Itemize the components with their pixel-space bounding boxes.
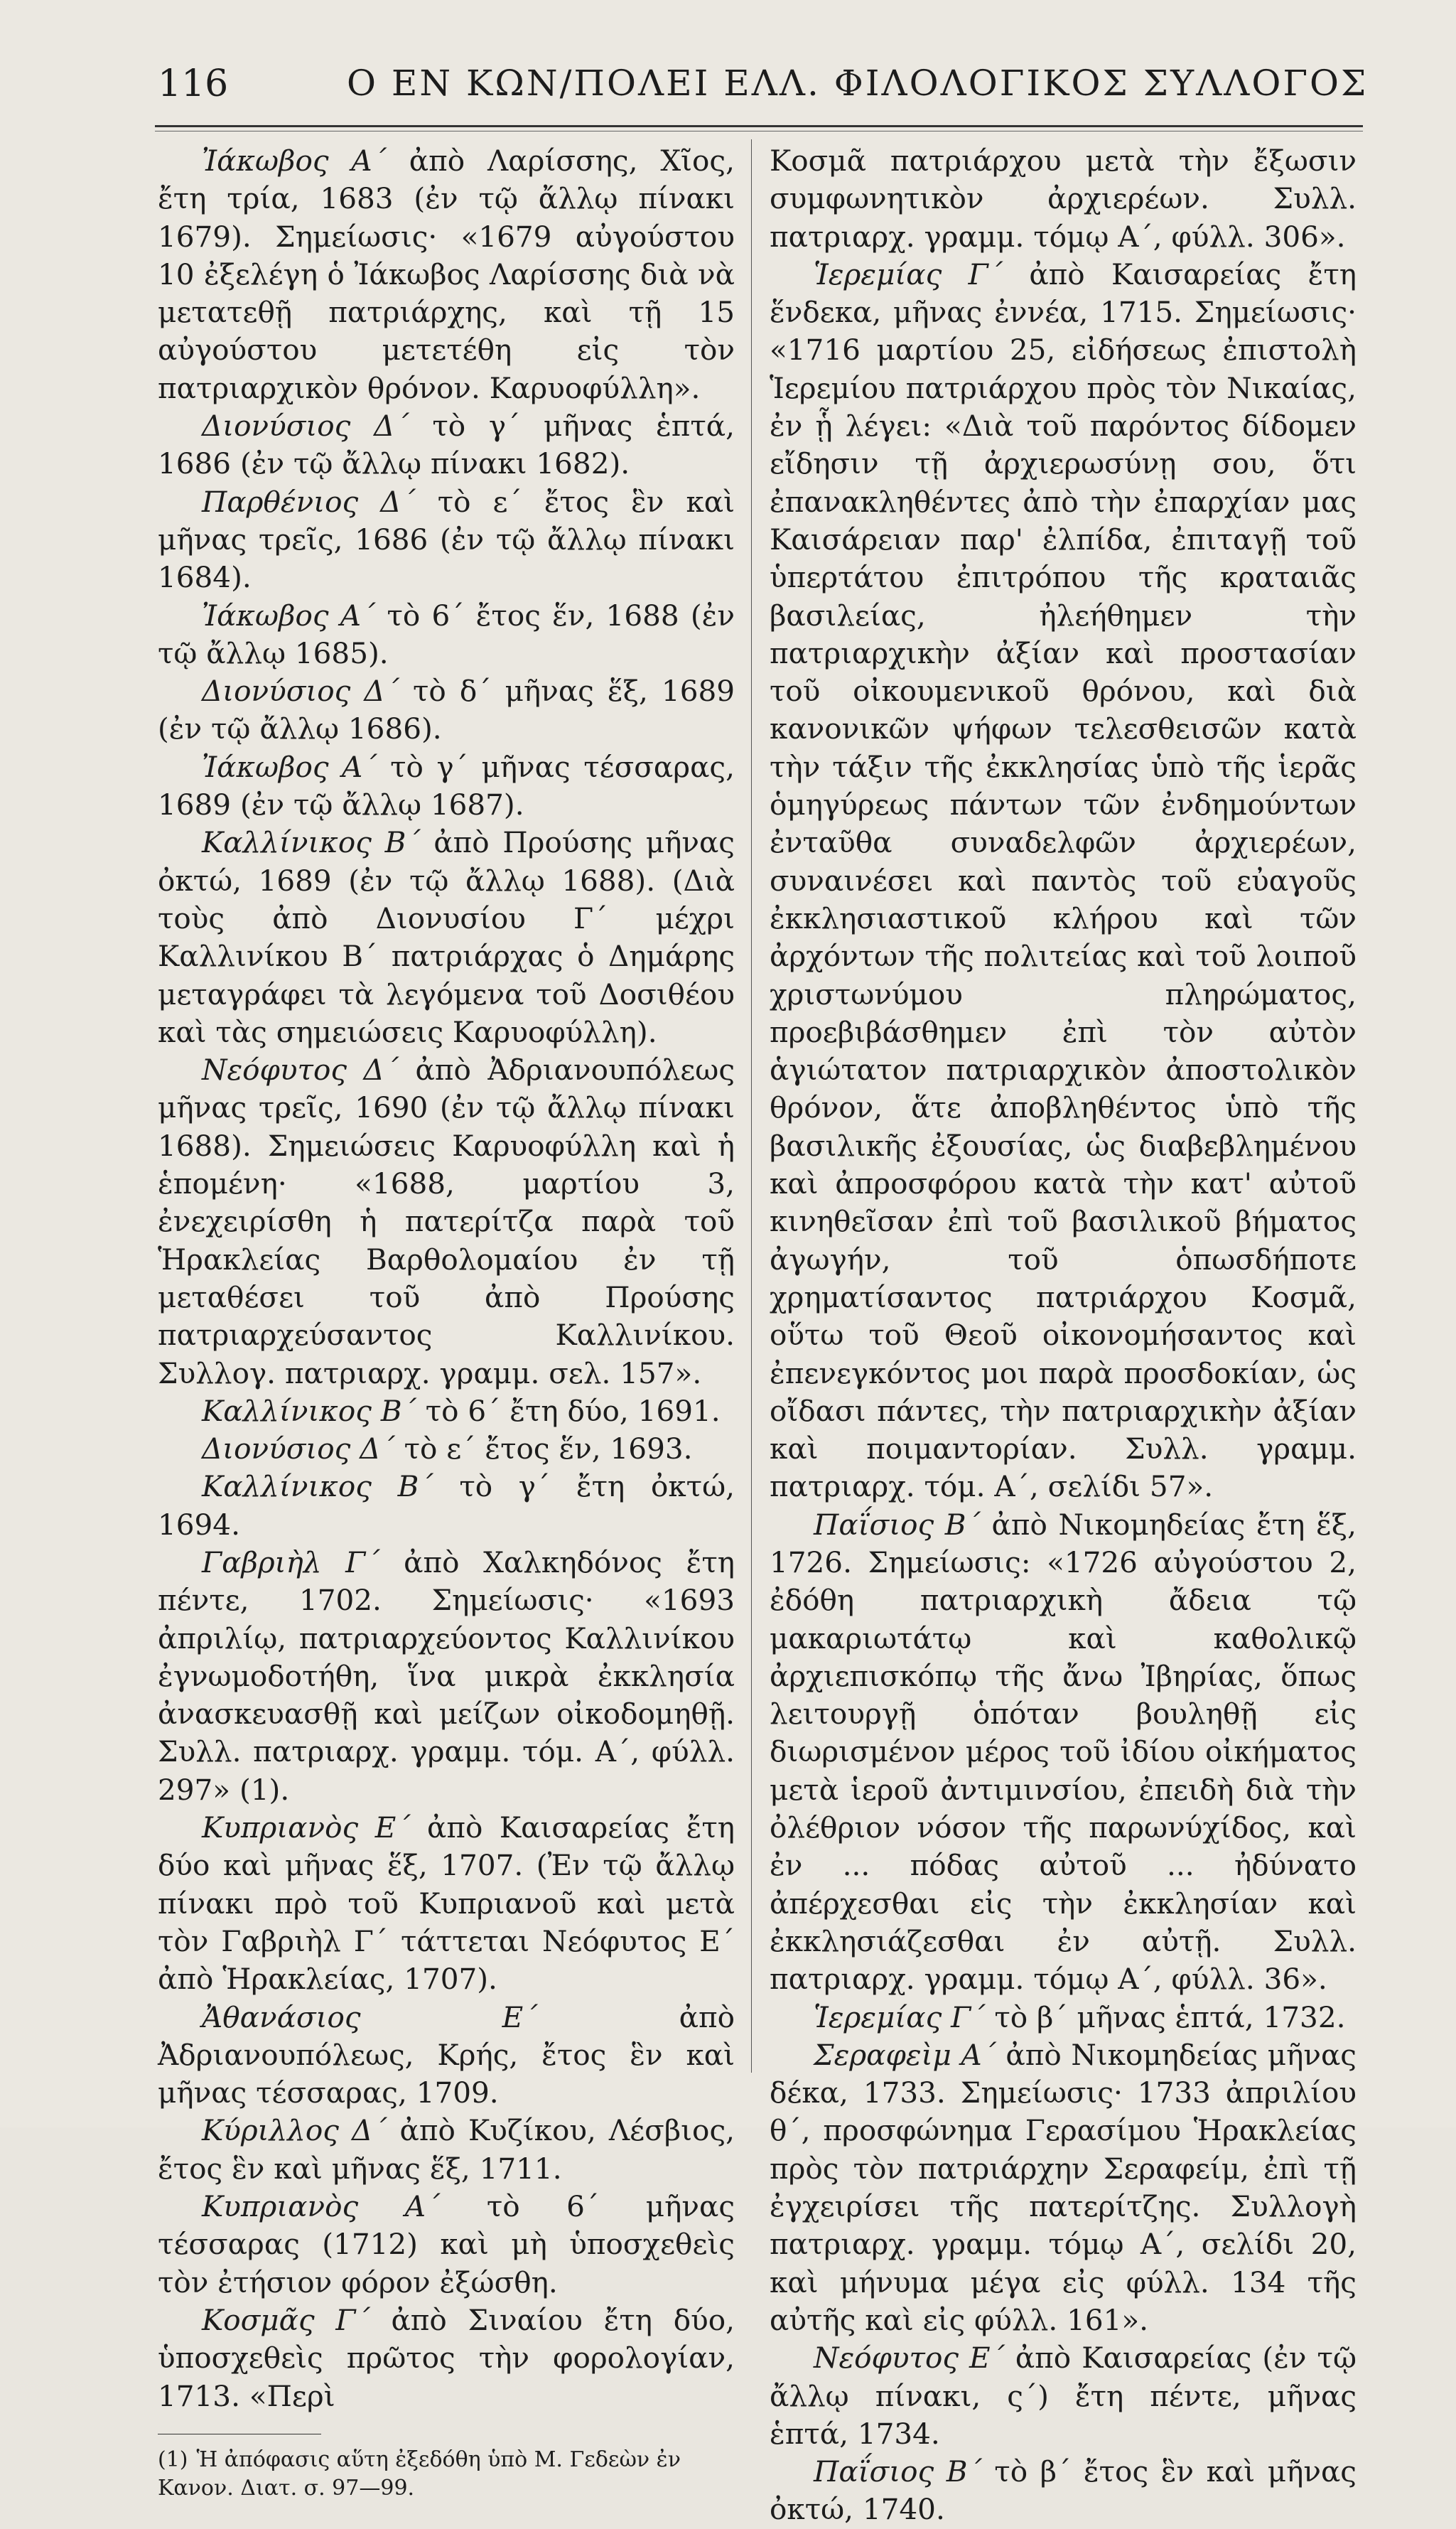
entry-paragraph xyxy=(158,672,735,748)
patriarch-name: Κυπριανὸς Ε΄ xyxy=(202,1810,411,1845)
header-rule xyxy=(155,125,1363,127)
page-number: 116 xyxy=(158,63,229,105)
patriarch-name: Παρθένιος Δ΄ xyxy=(202,484,416,519)
entry-paragraph xyxy=(158,748,735,825)
entry-paragraph xyxy=(158,142,735,407)
patriarch-name: Κοσμᾶς Γ΄ xyxy=(202,2302,370,2337)
patriarch-name: Διονύσιος Δ΄ xyxy=(202,409,409,444)
entry-text: τὸ γ΄ μῆνας τέσσαρας, 1689 (ἐν τῷ ἄλλῳ 1687). xyxy=(158,749,735,822)
entry-text: τὸ β΄ μῆνας ἑπτά, 1732. xyxy=(985,1999,1346,2034)
patriarch-name: Σεραφεὶμ Α΄ xyxy=(814,2037,996,2072)
patriarch-name: Καλλίνικος Β΄ xyxy=(202,1393,416,1428)
entry-paragraph xyxy=(158,597,735,673)
entry-paragraph xyxy=(158,2188,735,2302)
patriarch-name: Καλλίνικος Β΄ xyxy=(202,825,421,860)
entry-text: ἀπὸ Ἀδριανουπόλεως μῆνας τρεῖς, 1690 (ἐν τῷ ἄλλῳ πίνακι 1688). Σημειώσεις Καρυοφύλλη καὶ ἡ ἑπομένη· «1688, μαρτίου 3, ἐνεχειρίσθη ἡ πατερίτζα παρὰ τοῦ Ἡρακλείας Βαρθολομαίου ἐν τῇ μεταθέσει τοῦ ἀπὸ Προύσης πατριαρχεύσαντος Καλλινίκου. Συλλογ. πατριαρχ. γραμμ. σελ. 157». xyxy=(158,1053,735,1390)
patriarch-name: Ἱερεμίας Γ΄ xyxy=(814,1999,986,2034)
entry-paragraph xyxy=(770,256,1357,1506)
patriarch-name: Νεόφυτος Ε΄ xyxy=(814,2341,1005,2375)
entry-paragraph xyxy=(158,1544,735,1809)
entry-text: ἀπὸ Καισαρείας ἔτη δύο καὶ μῆνας ἕξ, 1707. (Ἐν τῷ ἄλλῳ πίνακι πρὸ τοῦ Κυπριανοῦ καὶ μετὰ τὸν Γαβριὴλ Γ΄ τάττεται Νεόφυτος Ε΄ ἀπὸ Ἡρακλείας, 1707). xyxy=(158,1810,735,1997)
patriarch-name: Ἀθανάσιος Ε΄ xyxy=(202,1999,538,2034)
running-title: Ο ΕΝ ΚΩΝ/ΠΟΛΕΙ ΕΛΛ. ΦΙΛΟΛΟΓΙΚΟΣ ΣΥΛΛΟΓΟΣ xyxy=(347,63,1369,104)
entry-text: τὸ β΄ ἔτος ἓν καὶ μῆνας ὀκτώ, 1740. xyxy=(770,2454,1357,2527)
footnote xyxy=(158,2446,735,2503)
patriarch-name: Ἰάκωβος Α΄ xyxy=(202,144,387,178)
entry-text: ἀπὸ Νικομηδείας ἔτη ἕξ, 1726. Σημείωσις: «1726 αὐγούστου 2, ἐδόθη πατριαρχικὴ ἄδεια τῷ μακαριωτάτῳ καὶ καθολικῷ ἀρχιεπισκόπῳ τῆς ἄνω Ἰβηρίας, ὅπως λειτουργῇ ὁπόταν βουληθῇ εἰς διωρισμένον μέρος τοῦ ἰδίου οἰκήματος μετὰ ἱεροῦ ἀντιμινσίου, ἐπειδὴ διὰ τὴν ὀλέθριον νόσον τῆς παρωνύχίδος, καὶ ἐν ... πόδας αὐτοῦ ... ἠδύνατο ἀπέρχεσθαι εἰς τὴν ἐκκλησίαν καὶ ἐκκλησιάζεσθαι ἐν αὐτῇ. Συλλ. πατριαρχ. γραμμ. τόμῳ Α΄, φύλλ. 36». xyxy=(770,1507,1357,1997)
entry-paragraph xyxy=(770,2036,1357,2339)
entry-text: τὸ γ΄ ἔτη ὀκτώ, 1694. xyxy=(158,1469,735,1542)
entry-text: ἀπὸ Σιναίου ἔτη δύο, ὑποσχεθεὶς πρῶτος τὴν φορολογίαν, 1713. «Περὶ xyxy=(158,2302,735,2413)
entry-paragraph xyxy=(770,2453,1357,2529)
entry-text: τὸ ε΄ ἔτος ἕν, 1693. xyxy=(394,1432,693,1466)
patriarch-name: Διονύσιος Δ΄ xyxy=(202,1432,395,1466)
entry-text: ἀπὸ Χαλκηδόνος ἔτη πέντε, 1702. Σημείωσις· «1693 ἀπριλίῳ, πατριαρχεύοντος Καλλινίκου ἐγνωμοδοτήθη, ἵνα μικρὰ ἐκκλησία ἀνασκευασθῇ καὶ μείζων οἰκοδομηθῇ. Συλλ. πατριαρχ. γραμμ. τόμ. Α΄, φύλλ. 297» (1). xyxy=(158,1545,735,1807)
entry-paragraph xyxy=(158,1468,735,1544)
entry-paragraph xyxy=(770,1999,1357,2036)
entry-text: ἀπὸ Προύσης μῆνας ὀκτώ, 1689 (ἐν τῷ ἄλλῳ 1688). (Διὰ τοὺς ἀπὸ Διονυσίου Γ΄ μέχρι Καλλινίκου Β΄ πατριάρχας ὁ Δημάρης μεταγράφει τὰ λεγόμενα τοῦ Δοσιθέου καὶ τὰς σημειώσεις Καρυοφύλλη). xyxy=(158,825,735,1049)
entry-paragraph xyxy=(158,1809,735,1998)
patriarch-name: Κυπριανὸς Α΄ xyxy=(202,2189,441,2224)
patriarch-name: Ἰάκωβος Α΄ xyxy=(202,749,377,784)
entry-paragraph xyxy=(158,824,735,1051)
entry-paragraph xyxy=(158,1430,735,1468)
entry-text: ἀπὸ Λαρίσσης, Χῖος, ἔτη τρία, 1683 (ἐν τῷ ἄλλῳ πίνακι 1679). Σημείωσις· «1679 αὐγούστου 10 ἐξελέγη ὁ Ἰάκωβος Λαρίσσης διὰ νὰ μετατεθῇ πατριάρχης, καὶ τῇ 15 αὐγούστου μετετέθη εἰς τὸν πατριαρχικὸν θρόνον. Καρυοφύλλη». xyxy=(158,144,735,405)
left-column xyxy=(158,142,735,2503)
entry-paragraph xyxy=(158,2112,735,2188)
entry-text: τὸ 6΄ ἔτη δύο, 1691. xyxy=(416,1393,721,1428)
patriarch-name: Καλλίνικος Β΄ xyxy=(202,1469,433,1504)
footnote-text: Ἡ ἀπόφασις αὕτη ἐξεδόθη ὑπὸ Μ. Γεδεὼν ἐν Κανον. Διατ. σ. 97—99. xyxy=(158,2447,681,2501)
column-divider xyxy=(751,139,752,2073)
entry-text: ἀπὸ Καισαρείας (ἐν τῷ ἄλλῳ πίνακι, ς΄) ἔτη πέντε, μῆνας ἑπτά, 1734. xyxy=(770,2341,1357,2451)
patriarch-name: Παΐσιος Β΄ xyxy=(814,2454,982,2489)
footnote-marker: (1) xyxy=(158,2447,188,2472)
entry-paragraph xyxy=(158,407,735,483)
entry-text: ἀπὸ Νικομηδείας μῆνας δέκα, 1733. Σημείωσις· 1733 ἀπριλίου θ΄, προσφώνημα Γερασίμου Ἡρακλείας πρὸς τὸν πατριάρχην Σεραφείμ, ἐπὶ τῇ ἐγχειρίσει τῆς πατερίτζης. Συλλογὴ πατριαρχ. γραμμ. τόμῳ Α΄, σελίδι 20, καὶ μήνυμα μέγα εἰς φύλλ. 134 τῆς αὐτῆς καὶ εἰς φύλλ. 161». xyxy=(770,2037,1357,2337)
entry-paragraph xyxy=(770,2339,1357,2453)
entry-paragraph xyxy=(158,1051,735,1392)
page-header xyxy=(155,63,1369,127)
entry-text: τὸ ε΄ ἔτος ἓν καὶ μῆνας τρεῖς, 1686 (ἐν τῷ ἄλλῳ πίνακι 1684). xyxy=(158,484,735,595)
entry-paragraph xyxy=(158,2302,735,2415)
patriarch-name: Ἱερεμίας Γ΄ xyxy=(814,257,1003,291)
entry-paragraph xyxy=(158,483,735,597)
patriarch-name: Νεόφυτος Δ΄ xyxy=(202,1053,399,1088)
entry-text: ἀπὸ Ἀδριανουπόλεως, Κρής, ἔτος ἓν καὶ μῆνας τέσσαρας, 1709. xyxy=(158,1999,735,2110)
continuation-paragraph: Κοσμᾶ πατριάρχου μετὰ τὴν ἔξωσιν συμφωνητικὸν ἀρχιερέων. Συλλ. πατριαρχ. γραμμ. τόμῳ Α΄, φύλλ. 306». xyxy=(770,144,1357,254)
patriarch-name: Διονύσιος Δ΄ xyxy=(202,674,399,709)
entry-text: τὸ 6΄ ἔτος ἕν, 1688 (ἐν τῷ ἄλλῳ 1685). xyxy=(158,598,735,670)
entry-text: τὸ δ΄ μῆνας ἕξ, 1689 (ἐν τῷ ἄλλῳ 1686). xyxy=(158,674,735,746)
entry-text: τὸ γ΄ μῆνας ἑπτά, 1686 (ἐν τῷ ἄλλῳ πίνακι 1682). xyxy=(158,409,735,481)
patriarch-name: Γαβριὴλ Γ΄ xyxy=(202,1545,380,1579)
patriarch-name: Κύριλλος Δ΄ xyxy=(202,2113,387,2148)
entry-paragraph xyxy=(158,1392,735,1430)
right-column xyxy=(770,142,1357,2529)
entry-paragraph xyxy=(770,1506,1357,1999)
entry-text: ἀπὸ Καισαρείας ἔτη ἕνδεκα, μῆνας ἐννέα, 1715. Σημείωσις· «1716 μαρτίου 25, εἰδήσεως ἐπιστολὴ Ἱερεμίου πατριάρχου πρὸς τὸν Νικαίας, ἐν ᾗ λέγει: «Διὰ τοῦ παρόντος δίδομεν εἴδησιν τῇ ἀρχιερωσύνῃ σου, ὅτι ἐπανακληθέντες ἀπὸ τὴν ἐπαρχίαν μας Καισάρειαν παρ' ἐλπίδα, ἐπιταγῇ τοῦ ὑπερτάτου ἐπιτρόπου τῆς κραταιᾶς βασιλείας, ἠλεήθημεν τὴν πατριαρχικὴν ἀξίαν καὶ προστασίαν τοῦ οἰκουμενικοῦ θρόνου, καὶ διὰ κανονικῶν ψήφων τελεσθεισῶν κατὰ τὴν τάξιν τῆς ἐκκλησίας ὑπὸ τῆς ἱερᾶς ὁμηγύρεως πάντων τῶν ἐνδημούντων ἐνταῦθα συναδελφῶν ἀρχιερέων, συναινέσει καὶ παντὸς τοῦ εὐαγοῦς ἐκκλησιαστικοῦ κλήρου καὶ τῶν ἀρχόντων τῆς πολιτείας καὶ τοῦ λοιποῦ χριστωνύμου πληρώματος, προεβιβάσθημεν ἐπὶ τὸν αὐτὸν ἁγιώτατον πατριαρχικὸν ἀποστολικὸν θρόνον, ἅτε ἀποβληθέντος ὑπὸ τῆς βασιλικῆς ἐξουσίας, ὡς διαβεβλημένου καὶ ἀπροσφόρου κατὰ τὴν κατ' αὐτοῦ κινηθεῖσαν ἐπὶ τοῦ βασιλικοῦ βήματος ἀγωγήν, τοῦ ὁπωσδήποτε χρηματίσαντος πατριάρχου Κοσμᾶ, οὕτω τοῦ Θεοῦ οἰκονομήσαντος καὶ ἐπενεγκόντος μοι παρὰ προσδοκίαν, ὡς οἴδασι πάντες, τὴν πατριαρχικὴν ἀξίαν καὶ ποιμαντορίαν. Συλλ. γραμμ. πατριαρχ. τόμ. Α΄, σελίδι 57». xyxy=(770,257,1357,1504)
patriarch-name: Παΐσιος Β΄ xyxy=(814,1507,981,1542)
entry-text: ἀπὸ Κυζίκου, Λέσβιος, ἔτος ἓν καὶ μῆνας ἕξ, 1711. xyxy=(158,2113,735,2186)
entry-paragraph xyxy=(158,1999,735,2112)
entry-text: τὸ 6΄ μῆνας τέσσαρας (1712) καὶ μὴ ὑποσχεθεὶς τὸν ἐτήσιον φόρον ἐξώσθη. xyxy=(158,2189,735,2299)
patriarch-name: Ἰάκωβος Α΄ xyxy=(202,598,376,633)
